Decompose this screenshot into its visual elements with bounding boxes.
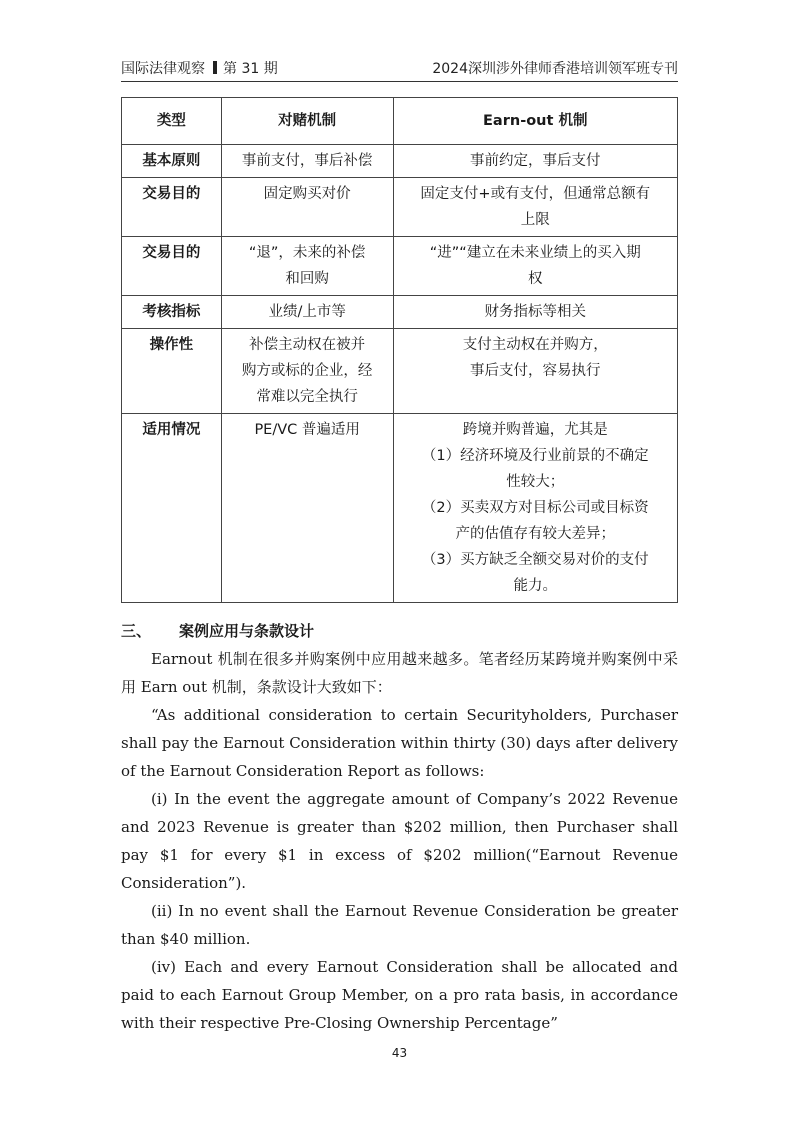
cell-text-line: 支付主动权在并购方， bbox=[462, 337, 608, 353]
cell-text-line: 跨境并购普遍，尤其是 bbox=[462, 422, 608, 438]
row-key-cell: 操作性 bbox=[122, 329, 222, 414]
cell-text-line: 财务指标等相关 bbox=[484, 304, 586, 320]
earnout-mechanism-cell bbox=[393, 329, 677, 414]
cell-text-line: PE/VC 普遍适用 bbox=[254, 422, 360, 438]
body-text bbox=[121, 645, 678, 1037]
row-key-cell: 基本原则 bbox=[122, 145, 222, 178]
clause-ii-paragraph: (ii) In no event shall the Earnout Revenue Consideration be greater than $40 million. bbox=[121, 902, 678, 948]
row-key-cell: 考核指标 bbox=[122, 296, 222, 329]
cell-text-line: （3）买方缺乏全额交易对价的支付 bbox=[421, 552, 649, 568]
cell-text-line: 事后支付，容易执行 bbox=[470, 363, 601, 379]
header-rule bbox=[121, 81, 678, 82]
bet-mechanism-cell bbox=[221, 329, 393, 414]
bet-mechanism-cell bbox=[221, 178, 393, 237]
cell-text-line: 上限 bbox=[520, 212, 550, 228]
cell-text-line: 补偿主动权在被并 bbox=[249, 337, 366, 353]
earnout-mechanism-cell bbox=[393, 296, 677, 329]
section-heading bbox=[121, 620, 314, 641]
row-key-cell: 交易目的 bbox=[122, 237, 222, 296]
journal-title-block bbox=[121, 58, 278, 78]
table-row bbox=[122, 296, 678, 329]
table-header-cell: 类型 bbox=[122, 98, 222, 145]
table-row bbox=[122, 414, 678, 603]
running-header bbox=[121, 58, 678, 80]
cell-text-line: 固定支付+或有支付，但通常总额有 bbox=[420, 186, 651, 202]
cell-text-line: 能力。 bbox=[513, 578, 557, 594]
cell-text-line: 事前约定，事后支付 bbox=[470, 153, 601, 169]
table-row bbox=[122, 178, 678, 237]
table-row bbox=[122, 237, 678, 296]
earnout-mechanism-cell bbox=[393, 178, 677, 237]
cell-text-line: 业绩/上市等 bbox=[268, 304, 346, 320]
cell-text-line: （2）买卖双方对目标公司或目标资 bbox=[421, 500, 649, 516]
bet-mechanism-cell bbox=[221, 414, 393, 603]
table-header-cell: Earn-out 机制 bbox=[393, 98, 677, 145]
cell-text-line: 权 bbox=[528, 271, 543, 287]
page-number: 43 bbox=[391, 1046, 408, 1060]
cell-text-line: 购方或标的企业，经 bbox=[241, 363, 373, 379]
cell-text-line: 事前支付，事后补偿 bbox=[241, 153, 373, 169]
bet-mechanism-cell bbox=[221, 145, 393, 178]
cell-text-line: 常难以完全执行 bbox=[256, 389, 358, 405]
cell-text-line: “进”“建立在未来业绩上的买入期 bbox=[429, 245, 641, 261]
journal-title: 国际法律观察 bbox=[121, 61, 205, 77]
cell-text-line: 固定购买对价 bbox=[263, 186, 351, 202]
comparison-table bbox=[121, 97, 678, 603]
table-row bbox=[122, 145, 678, 178]
cell-text-line: 性较大； bbox=[506, 474, 565, 490]
intro-paragraph: Earnout 机制在很多并购案例中应用越来越多。笔者经历某跨境并购案例中采用 Earn out 机制，条款设计大致如下： bbox=[121, 650, 678, 696]
earnout-mechanism-cell bbox=[393, 237, 677, 296]
earnout-mechanism-cell bbox=[393, 145, 677, 178]
cell-text-line: “退”，未来的补偿 bbox=[248, 245, 366, 261]
table-header-row bbox=[122, 98, 678, 145]
special-issue-title: 2024深圳涉外律师香港培训领军班专刊 bbox=[432, 61, 678, 77]
cell-text-line: 产的估值存有较大差异； bbox=[455, 526, 615, 542]
table-header-cell: 对赌机制 bbox=[221, 98, 393, 145]
header-divider-bar bbox=[213, 61, 217, 74]
clause-iv-paragraph: (iv) Each and every Earnout Consideration shall be allocated and paid to each Earnout Group Member, on a pro rata basis, in accordance with their respective Pre-Closing Ownership Percentage” bbox=[121, 958, 678, 1032]
cell-text-line: （1）经济环境及行业前景的不确定 bbox=[421, 448, 649, 464]
issue-number: 第 31 期 bbox=[223, 61, 278, 77]
clause-lead-paragraph: “As additional consideration to certain Securityholders, Purchaser shall pay the Earnout Consideration within thirty (30) days after delivery of the Earnout Consideration Report as follows: bbox=[121, 706, 678, 780]
table-row bbox=[122, 329, 678, 414]
clause-i-paragraph: (i) In the event the aggregate amount of Company’s 2022 Revenue and 2023 Revenue is greater than $202 million, then Purchaser shall pay $1 for every $1 in excess of $202 million(“Earnout Revenue Consideration”). bbox=[121, 790, 678, 892]
section-number: 三、 bbox=[121, 622, 152, 640]
cell-text-line: 和回购 bbox=[285, 271, 329, 287]
bet-mechanism-cell bbox=[221, 296, 393, 329]
earnout-mechanism-cell bbox=[393, 414, 677, 603]
section-title: 案例应用与条款设计 bbox=[179, 622, 315, 640]
bet-mechanism-cell bbox=[221, 237, 393, 296]
row-key-cell: 交易目的 bbox=[122, 178, 222, 237]
row-key-cell: 适用情况 bbox=[122, 414, 222, 603]
